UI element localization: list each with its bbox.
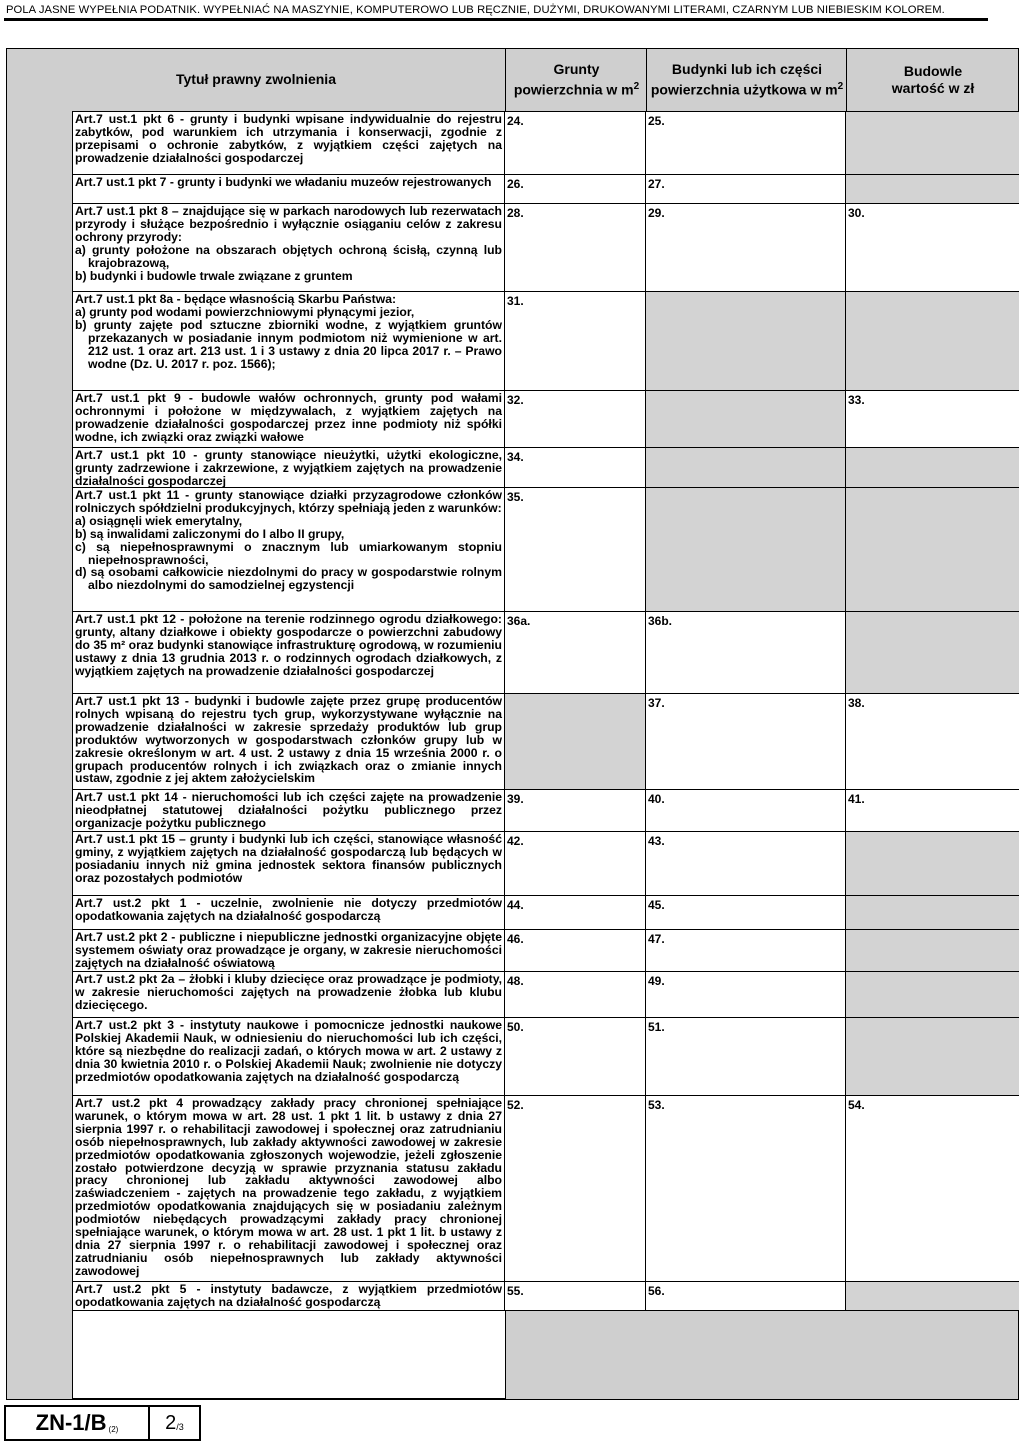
budynki-field[interactable]: 25. <box>646 112 846 174</box>
budowle-field[interactable]: 54. <box>846 1096 1019 1281</box>
header-divider <box>505 48 506 111</box>
exemption-list-item: b) budynki i budowle trwale związane z gruntem <box>75 268 353 283</box>
exemption-text: Art.7 ust.2 pkt 4 prowadzący zakłady pracy chronionej spełniające warunek, o którym mowa w art. 28 ust. 1 pkt 1 lit. b ustawy z dnia 27 sierpnia 1997 r. o rehabilitacji zawodowej i społecznej oraz zatrudnianiu osób niepełnosprawnych, lub zakłady aktywności zawodowej w zakresie przedmiotów opodatkowania zgłoszonych wojewodzie, jeżeli zgłoszenie zostało potwierdzone decyzją w sprawie przyznania statusu zakładu pracy chronionej lub zakładu aktywności zawodowej albo zaświadczeniem - zajętych na prowadzenie tego zakładu, z wyjątkiem przedmiotów opodatkowania znajdujących się w posiadaniu zależnym podmiotów niebędących prowadzącymi zakłady pracy chronionej spełniające warunek, o którym mowa w art. 28 ust. 1 pkt 1 lit. b ustawy z dnia 27 sierpnia 1997 r. o rehabilitacji zawodowej i społecznej oraz zatrudnianiu osób niepełnosprawnych lub zakłady aktywności zawodowej <box>75 1096 502 1278</box>
grunty-field[interactable]: 28. <box>505 204 646 291</box>
budynki-field[interactable]: 45. <box>646 896 846 929</box>
budynki-field[interactable]: 36b. <box>646 612 846 693</box>
budynki-field <box>646 292 846 390</box>
exemption-title <box>72 292 505 390</box>
table-row <box>72 487 1019 611</box>
exemption-title <box>72 896 505 929</box>
budynki-field[interactable]: 37. <box>646 694 846 789</box>
exemption-title <box>72 488 505 611</box>
table-row <box>72 1095 1019 1281</box>
table-row <box>72 693 1019 789</box>
exemption-title <box>72 112 505 174</box>
exemption-list-item: a) osiągnęli wiek emerytalny, <box>75 513 243 528</box>
exemption-text: Art.7 ust.1 pkt 12 - położone na terenie rodzinnego ogrodu działkowego: grunty, altany działkowe i obiekty gospodarcze o powierzchni zabudowy do 35 m² oraz budynki stanowiące infrastrukturę ogrodową, w rozumieniu ustawy z dnia 13 grudnia 2013 r. o rodzinnych ogrodach działkowych, z wyjątkiem zajętych na prowadzenie działalności gospodarczej <box>75 612 502 678</box>
budynki-field <box>646 488 846 611</box>
exemption-title <box>72 448 505 487</box>
table-row <box>72 203 1019 291</box>
grunty-field[interactable]: 52. <box>505 1096 646 1281</box>
grunty-field[interactable]: 24. <box>505 112 646 174</box>
exemption-title <box>72 1018 505 1095</box>
exemption-text: Art.7 ust.2 pkt 2a – żłobki i kluby dziecięce oraz prowadzące je podmioty, w zakresie nieruchomości zajętych na prowadzenie żłobka lub klubu dziecięcego. <box>75 972 502 1012</box>
table-row <box>72 1281 1019 1311</box>
budowle-field <box>846 448 1019 487</box>
exemption-text: Art.7 ust.2 pkt 5 - instytuty badawcze, z wyjątkiem przedmiotów opodatkowania zajętych na działalność gospodarczą <box>75 1282 502 1309</box>
table-row <box>72 447 1019 487</box>
grunty-field[interactable]: 32. <box>505 391 646 447</box>
table-row <box>72 174 1019 203</box>
grunty-field <box>505 694 646 789</box>
grunty-field[interactable]: 48. <box>505 972 646 1017</box>
budynki-field <box>646 391 846 447</box>
budowle-field[interactable]: 38. <box>846 694 1019 789</box>
exemption-text: Art.7 ust.1 pkt 6 - grunty i budynki wpisane indywidualnie do rejestru zabytków, pod warunkiem ich utrzymania i konserwacji, zgodnie z przepisami o ochronie zabytków, z wyjątkiem części zajętych na prowadzenie działalności gospodarczej <box>75 112 502 165</box>
table-row <box>72 789 1019 831</box>
budynki-field[interactable]: 40. <box>646 790 846 831</box>
grunty-field[interactable]: 39. <box>505 790 646 831</box>
exemption-text: Art.7 ust.1 pkt 13 - budynki i budowle zajęte przez grupę producentów rolnych wpisaną do rejestru tych grup, wykorzystywane wyłącznie na prowadzenie działalności w zakresie sprzedaży produktów lub grup produktów wytworzonych w gospodarstwach członków grupy lub w zakresie określonym w art. 4 ust. 2 ustawy z dnia 15 września 2000 r. o grupach producentów rolnych i ich związkach oraz o zmianie innych ustaw, zgodnie z jej aktem założycielskim <box>75 694 502 786</box>
budynki-field <box>646 448 846 487</box>
budynki-field[interactable]: 51. <box>646 1018 846 1095</box>
table-row <box>72 1017 1019 1095</box>
exemption-title <box>72 204 505 291</box>
budowle-field[interactable]: 41. <box>846 790 1019 831</box>
budowle-field <box>846 612 1019 693</box>
budynki-field[interactable]: 56. <box>646 1282 846 1310</box>
grunty-field[interactable]: 46. <box>505 930 646 971</box>
form-code: ZN-1/B (2) <box>6 1407 150 1439</box>
exemption-title <box>72 790 505 831</box>
exemption-title <box>72 175 505 203</box>
budynki-field[interactable]: 43. <box>646 832 846 895</box>
exemption-title <box>72 972 505 1017</box>
exemption-title <box>72 832 505 895</box>
budowle-field <box>846 1018 1019 1095</box>
header-grunty: Grunty powierzchnia w $m^2$ <box>513 60 640 98</box>
budowle-field[interactable]: 30. <box>846 204 1019 291</box>
budowle-field <box>846 972 1019 1017</box>
page-number: 2 /3 <box>165 1411 184 1434</box>
budowle-field <box>846 1282 1019 1310</box>
budynki-field[interactable]: 47. <box>646 930 846 971</box>
budowle-field[interactable]: 33. <box>846 391 1019 447</box>
exemption-text: Art.7 ust.2 pkt 2 - publiczne i niepubliczne jednostki organizacyjne objęte systemem oświaty oraz prowadzące je organy, w zakresie nieruchomości zajętych na działalność oświatową <box>75 930 502 970</box>
exemption-list-item: b) grunty zajęte pod sztuczne zbiorniki wodne, z wyjątkiem gruntów przekazanych w posiadanie innym podmiotom niż wymienione w art. 212 ust. 1 oraz art. 213 ust. 1 i 3 ustawy z dnia 20 lipca 2017 r. – Prawo wodne (Dz. U. 2017 r. poz. 1566); <box>75 317 502 371</box>
header-title: Tytuł prawny zwolnienia <box>176 71 336 87</box>
header-budynki: Budynki lub ich części powierzchnia użytkowa w $m^2$ <box>650 60 844 98</box>
exemption-list-item: b) są inwalidami zaliczonymi do I albo II grupy, <box>75 526 345 541</box>
budowle-field <box>846 292 1019 390</box>
grunty-field[interactable]: 34. <box>505 448 646 487</box>
table-row <box>72 111 1019 174</box>
table-row <box>72 291 1019 390</box>
exemption-list-item: a) grunty pod wodami powierzchniowymi płynącymi jezior, <box>75 304 415 319</box>
grunty-field[interactable]: 31. <box>505 292 646 390</box>
budowle-field <box>846 930 1019 971</box>
header-rule <box>4 18 988 21</box>
exemption-text: Art.7 ust.2 pkt 1 - uczelnie, zwolnienie nie dotyczy przedmiotów opodatkowania zajętych na działalność gospodarczą <box>75 896 502 923</box>
header-divider <box>846 48 847 111</box>
exemption-list-item: d) są osobami całkowicie niezdolnymi do pracy w gospodarstwie rolnym albo niezdolnymi do samodzielnej egzystencji <box>75 565 502 593</box>
exemption-list-item: c) są niepełnosprawnymi o znacznym lub umiarkowanym stopniu niepełnosprawności, <box>75 539 502 567</box>
table-row <box>72 895 1019 929</box>
table-row <box>72 831 1019 895</box>
budynki-field[interactable]: 27. <box>646 175 846 203</box>
exemption-title <box>72 930 505 971</box>
budowle-field <box>846 896 1019 929</box>
grunty-field[interactable]: 26. <box>505 175 646 203</box>
exemption-title <box>72 1282 505 1310</box>
exemption-text: Art.7 ust.1 pkt 7 - grunty i budynki we władaniu muzeów rejestrowanych <box>75 175 492 189</box>
empty-area <box>72 1311 506 1399</box>
exemption-title <box>72 694 505 789</box>
budowle-field <box>846 488 1019 611</box>
table-row <box>72 390 1019 447</box>
exemption-text: Art.7 ust.1 pkt 15 – grunty i budynki lub ich części, stanowiące własność gminy, z wyjątkiem zajętych na działalność gospodarczą lub będących w posiadaniu innych niż gmina jednostek sektora finansów publicznych oraz pozostałych podmiotów <box>75 832 502 885</box>
table-row <box>72 929 1019 971</box>
budynki-field[interactable]: 49. <box>646 972 846 1017</box>
form-notice: POLA JASNE WYPEŁNIA PODATNIK. WYPEŁNIAĆ NA MASZYNIE, KOMPUTEROWO LUB RĘCZNIE, DUŻYMI, DRUKOWANYMI LITERAMI, CZARNYM LUB NIEBIESKIM KOLOREM. <box>6 4 945 16</box>
exemption-title <box>72 391 505 447</box>
header-budowle: Budowle wartość w zł <box>891 62 975 96</box>
budynki-field[interactable]: 53. <box>646 1096 846 1281</box>
exemption-text: Art.7 ust.2 pkt 3 - instytuty naukowe i pomocnicze jednostki naukowe Polskiej Akademii Nauk, w odniesieniu do nieruchomości lub ich części, które są niezbędne do realizacji zadań, o których mowa w art. 2 ustawy z dnia 30 kwietnia 2010 r. o Polskiej Akademii Nauk; zwolnienie nie dotyczy przedmiotów opodatkowania zajętych na działalność gospodarczą <box>75 1018 502 1084</box>
exemption-title <box>72 1096 505 1281</box>
budowle-field <box>846 112 1019 174</box>
grunty-field[interactable]: 55. <box>505 1282 646 1310</box>
budynki-field[interactable]: 29. <box>646 204 846 291</box>
exemption-text: Art.7 ust.1 pkt 10 - grunty stanowiące nieużytki, użytki ekologiczne, grunty zadrzewione i zakrzewione, z wyjątkiem zajętych na prowadzenie działalności gospodarczej <box>75 448 502 488</box>
exemption-title <box>72 612 505 693</box>
budowle-field <box>846 175 1019 203</box>
exemption-text: Art.7 ust.1 pkt 11 - grunty stanowiące działki przyzagrodowe członków rolniczych spółdzielni produkcyjnych, którzy spełniają jeden z warunków: <box>75 488 502 515</box>
grunty-field[interactable]: 50. <box>505 1018 646 1095</box>
grunty-field[interactable]: 44. <box>505 896 646 929</box>
grunty-field[interactable]: 35. <box>505 488 646 611</box>
table-row <box>72 611 1019 693</box>
exemption-text: Art.7 ust.1 pkt 8 – znajdujące się w parkach narodowych lub rezerwatach przyrody i służące bezpośrednio i wyłącznie osiąganiu celów z zakresu ochrony przyrody: <box>75 204 502 244</box>
exemption-text: Art.7 ust.1 pkt 14 - nieruchomości lub ich części zajęte na prowadzenie nieodpłatnej statutowej działalności pożytku publicznego przez organizacje pożytku publicznego <box>75 790 502 830</box>
grunty-field[interactable]: 42. <box>505 832 646 895</box>
table-row <box>72 971 1019 1017</box>
header-divider <box>646 48 647 111</box>
exemption-rows <box>72 111 1019 1311</box>
exemption-text: Art.7 ust.1 pkt 9 - budowle wałów ochronnych, grunty pod wałami ochronnymi i położone w międzywalach, z wyjątkiem zajętych na prowadzenie działalności gospodarczej przez inne podmioty niż spółki wodne, ich związki oraz związki wałowe <box>75 391 502 444</box>
budowle-field <box>846 832 1019 895</box>
form-footer <box>4 1405 201 1441</box>
exemption-text: Art.7 ust.1 pkt 8a - będące własnością Skarbu Państwa: <box>75 292 397 306</box>
grunty-field[interactable]: 36a. <box>505 612 646 693</box>
exemption-list-item: a) grunty położone na obszarach objętych ochroną ścisłą, czynną lub krajobrazową, <box>75 242 502 270</box>
